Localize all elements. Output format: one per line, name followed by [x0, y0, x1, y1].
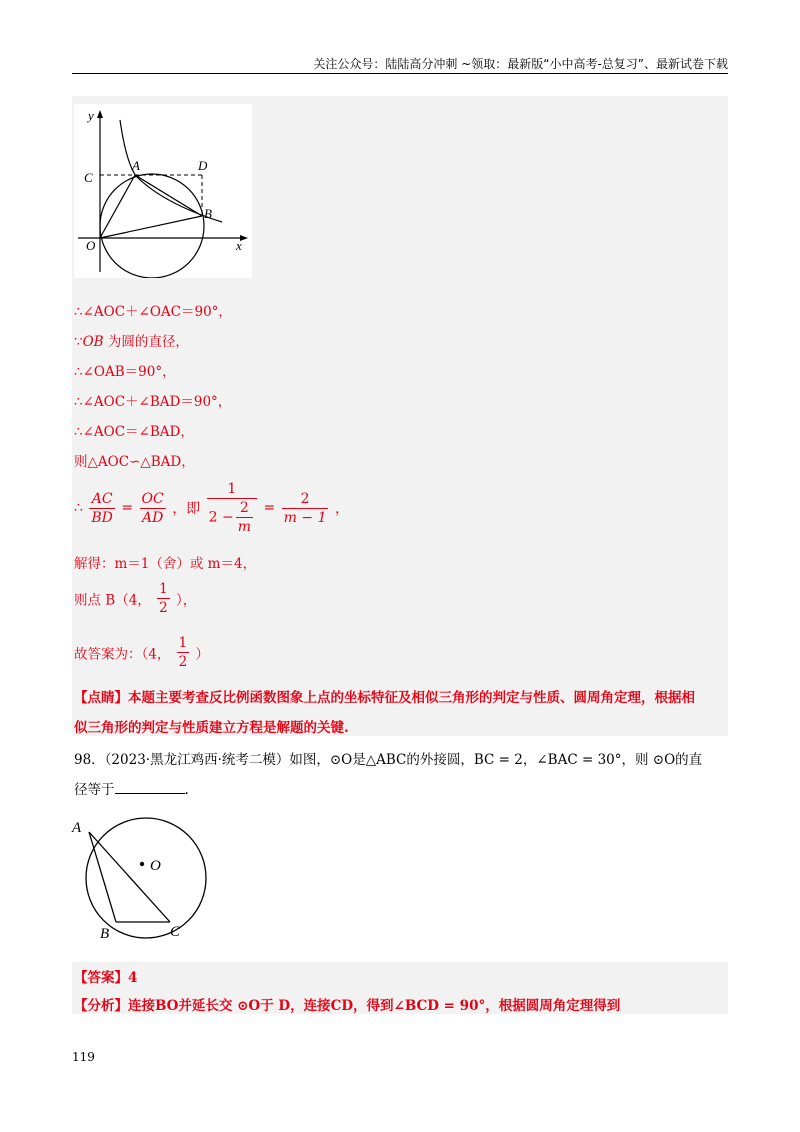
solution-line-8: 解得：m＝1（舍）或 m＝4，	[74, 556, 257, 572]
figure-circumscribed-circle	[70, 812, 220, 942]
analysis-line	[74, 994, 620, 1014]
question-98-line-1: 98．（2023·黑龙江鸡西·统考二模）如图，⊙O是△ABC的外接圆，BC = 2，∠BAC = 30°，则 ⊙O的直	[74, 752, 703, 768]
note-text-1: 本题主要考查反比例函数图象上点的坐标特征及相似三角形的判定与性质、圆周角定理，根据相	[128, 690, 695, 706]
analysis-tag: 【分析】	[74, 998, 128, 1014]
fraction-2-m-1: $\frac{2}{m - 1}$	[283, 490, 327, 526]
equals-sign: =	[121, 500, 134, 516]
fig1-label-a: A	[132, 158, 140, 173]
solution-line-4: ∴∠AOC＋∠BAD＝90°，	[74, 394, 232, 410]
fraction-ac-bd: $\frac{AC}{BD}$	[91, 490, 113, 526]
fig1-label-y: y	[88, 108, 94, 123]
analysis-text: 连接BO并延长交 ⊙O于 D，连接CD，得到∠BCD = 90°，根据圆周角定理得到	[128, 998, 621, 1014]
fraction-complex: 1 2 − $\frac{2}{m}$	[207, 480, 257, 536]
fig1-label-d: D	[198, 158, 208, 173]
question-98-line-2: 径等于 .	[74, 782, 189, 798]
page-number: 119	[72, 1050, 95, 1064]
solution-line-1: ∴∠AOC＋∠OAC＝90°，	[74, 304, 232, 320]
answer-line	[74, 966, 137, 986]
solution-line-9: 则点 B（4， $\frac{1}{2}$ ），	[74, 581, 197, 616]
note-line-2: 似三角形的判定与性质建立方程是解题的关键.	[74, 720, 349, 736]
solution-line-6: 则△AOC∽△BAD，	[74, 454, 195, 470]
note-tag: 【点睛】	[74, 690, 128, 706]
diameter-text: 为圆的直径，	[103, 334, 189, 350]
namely-text: ，即	[172, 501, 201, 517]
answer-blank	[115, 781, 185, 794]
answer-tag: 【答案】	[74, 970, 128, 986]
solution-line-3: ∴∠OAB＝90°，	[74, 364, 176, 380]
fig1-label-o: O	[86, 238, 96, 253]
fig1-label-b: B	[204, 206, 212, 221]
fig2-label-o: O	[150, 858, 161, 874]
segment-ob: OB	[82, 334, 104, 350]
page-header: 关注公众号：陆陆高分冲刺 ~领取：最新版“小中高考-总复习”、最新试卷下载	[313, 57, 728, 71]
fraction-oc-ad: $\frac{OC}{AD}$	[141, 490, 164, 526]
solution-line-2	[74, 330, 189, 350]
solution-line-10: 故答案为：（4， $\frac{1}{2}$ ）	[74, 635, 210, 670]
fig1-label-c: C	[84, 170, 93, 185]
therefore-symbol: ∴	[74, 500, 83, 516]
header-rule	[72, 73, 728, 74]
because-symbol: ∵	[74, 334, 83, 350]
fraction-one-half-b: $\frac{1}{2}$	[159, 581, 168, 616]
note-line-1	[74, 686, 695, 706]
fraction-one-half-answer: $\frac{1}{2}$	[178, 635, 188, 670]
fig1-label-x: x	[236, 238, 242, 253]
solution-line-5: ∴∠AOC＝∠BAD，	[74, 424, 194, 440]
fig2-label-b: B	[100, 926, 110, 942]
fig2-label-c: C	[170, 924, 181, 940]
fig2-label-a: A	[72, 820, 82, 836]
answer-value: 4	[128, 970, 138, 986]
solution-line-7-equation: ∴ $\frac{AC}{BD}$ = $\frac{OC}{AD}$ ，即 1 2 − $\frac{2}{m}$ = $\frac{2}{m - 1}$ ，	[74, 481, 349, 535]
figure-hyperbola-circle	[74, 104, 252, 278]
